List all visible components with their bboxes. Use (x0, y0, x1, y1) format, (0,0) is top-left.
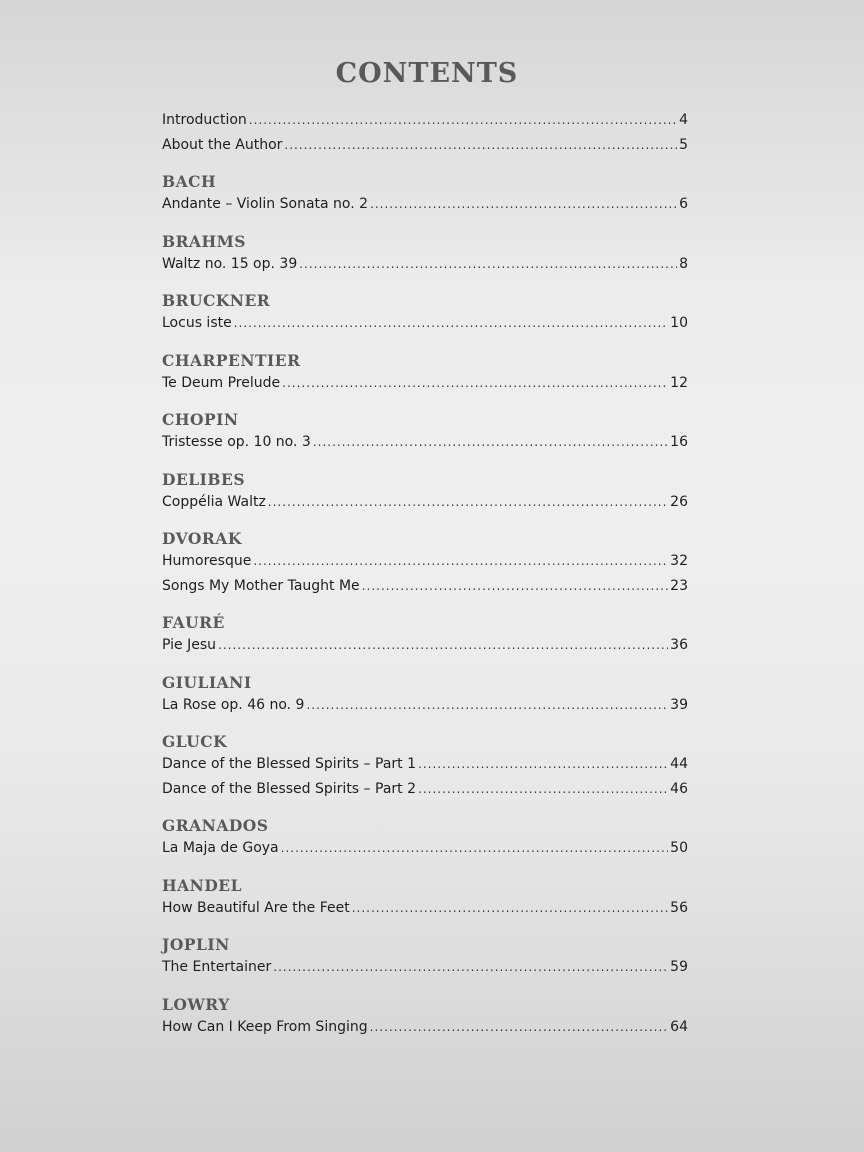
composer-heading: CHARPENTIER (162, 350, 301, 370)
section-spacer (162, 157, 688, 170)
section-spacer (162, 598, 688, 611)
section-spacer (162, 658, 688, 671)
entry-page: 39 (670, 696, 688, 713)
entry-title: About the Author (162, 136, 283, 153)
composer-section (162, 230, 688, 277)
composer-heading: FAURÉ (162, 613, 225, 632)
entry-page: 12 (670, 374, 688, 391)
composer-section (162, 671, 688, 718)
composer-heading: LOWRY (162, 994, 230, 1014)
entry-page: 50 (670, 840, 688, 856)
composer-heading: DELIBES (162, 469, 246, 489)
composer-heading: GLUCK (162, 732, 228, 751)
composer-section (162, 408, 688, 455)
dot-leader (362, 574, 668, 598)
composer-heading: HANDEL (162, 875, 242, 895)
dot-leader (281, 836, 669, 860)
entry-title: How Beautiful Are the Feet (162, 899, 350, 916)
composer-section (162, 170, 688, 217)
dot-leader (370, 192, 677, 216)
toc-entry[interactable] (162, 955, 688, 980)
entry-title: Pie Jesu (162, 637, 216, 653)
entry-title: Dance of the Blessed Spirits – Part 1 (162, 756, 416, 772)
entry-title: Tristesse op. 10 no. 3 (162, 434, 311, 450)
toc-entry[interactable] (162, 574, 688, 599)
composer-section (162, 611, 688, 658)
composer-heading: BACH (162, 172, 217, 191)
composer-heading: DVORAK (162, 529, 242, 548)
toc-entry[interactable] (162, 430, 688, 455)
section-spacer (162, 920, 688, 933)
toc-entry[interactable] (162, 108, 688, 133)
composer-sections (162, 157, 688, 1039)
entry-page: 56 (670, 899, 688, 916)
entry-page: 8 (679, 255, 688, 272)
section-spacer (162, 717, 688, 730)
composer-section (162, 874, 688, 921)
entry-page: 44 (670, 756, 688, 772)
entry-page: 16 (670, 434, 688, 450)
entry-page: 26 (670, 493, 688, 510)
entry-title: Waltz no. 15 op. 39 (162, 255, 298, 272)
section-spacer (162, 801, 688, 814)
entry-title: Coppélia Waltz (162, 493, 266, 510)
section-spacer (162, 455, 688, 468)
toc-entry[interactable] (162, 896, 688, 921)
dot-leader (418, 777, 668, 801)
toc-entry[interactable] (162, 252, 688, 277)
dot-leader (313, 430, 668, 454)
entry-title: Locus iste (162, 315, 232, 331)
toc-entry[interactable] (162, 693, 688, 718)
entry-page: 4 (679, 112, 688, 128)
dot-leader (282, 371, 668, 395)
toc-entry[interactable] (162, 777, 688, 802)
toc-entry[interactable] (162, 836, 688, 861)
entry-page: 23 (670, 577, 688, 594)
composer-section (162, 468, 688, 515)
toc-entry[interactable] (162, 371, 688, 396)
dot-leader (306, 693, 668, 717)
composer-section (162, 289, 688, 336)
dot-leader (253, 549, 668, 573)
entry-title: Songs My Mother Taught Me (162, 577, 360, 594)
composer-heading: GRANADOS (162, 816, 269, 835)
dot-leader (370, 1015, 669, 1039)
composer-section (162, 993, 688, 1040)
section-spacer (162, 395, 688, 408)
dot-leader (299, 252, 677, 276)
section-spacer (162, 217, 688, 230)
composer-heading: BRAHMS (162, 231, 247, 251)
entry-title: Andante – Violin Sonata no. 2 (162, 196, 369, 212)
composer-heading: BRUCKNER (162, 291, 271, 310)
entry-title: The Entertainer (162, 959, 272, 975)
dot-leader (273, 955, 668, 979)
dot-leader (218, 633, 668, 657)
section-spacer (162, 980, 688, 993)
section-spacer (162, 336, 688, 349)
toc-entry[interactable] (162, 133, 688, 158)
entry-page: 10 (670, 315, 688, 331)
dot-leader (418, 752, 668, 776)
composer-heading: JOPLIN (162, 935, 230, 954)
dot-leader (234, 311, 668, 335)
composer-section (162, 814, 688, 861)
toc-entry[interactable] (162, 752, 688, 777)
entry-page: 32 (670, 553, 688, 569)
entry-page: 6 (679, 196, 688, 212)
toc-entry[interactable] (162, 1015, 688, 1040)
composer-heading: CHOPIN (162, 410, 239, 429)
toc-entry[interactable] (162, 549, 688, 574)
dot-leader (284, 133, 677, 157)
toc-entry[interactable] (162, 311, 688, 336)
entry-title: Introduction (162, 112, 247, 128)
entry-page: 36 (670, 637, 688, 653)
composer-section (162, 349, 688, 396)
entry-title: How Can I Keep From Singing (162, 1018, 368, 1035)
entry-page: 64 (670, 1018, 688, 1035)
entry-title: Humoresque (162, 553, 252, 569)
composer-section (162, 933, 688, 980)
section-spacer (162, 861, 688, 874)
composer-section (162, 527, 688, 598)
entry-page: 46 (670, 780, 688, 797)
entry-page: 5 (679, 136, 688, 153)
entry-title: Te Deum Prelude (162, 374, 281, 391)
table-of-contents (162, 108, 688, 1039)
entry-title: La Rose op. 46 no. 9 (162, 696, 305, 713)
toc-entry[interactable] (162, 192, 688, 217)
dot-leader (249, 108, 677, 132)
entry-page: 59 (670, 959, 688, 975)
dot-leader (352, 896, 668, 920)
entry-title: Dance of the Blessed Spirits – Part 2 (162, 780, 416, 797)
page-title: CONTENTS (335, 58, 519, 89)
composer-heading: GIULIANI (162, 672, 252, 692)
section-spacer (162, 514, 688, 527)
dot-leader (268, 490, 668, 514)
toc-entry[interactable] (162, 633, 688, 658)
toc-entry[interactable] (162, 490, 688, 515)
composer-section (162, 730, 688, 801)
entry-title: La Maja de Goya (162, 840, 279, 856)
section-spacer (162, 276, 688, 289)
